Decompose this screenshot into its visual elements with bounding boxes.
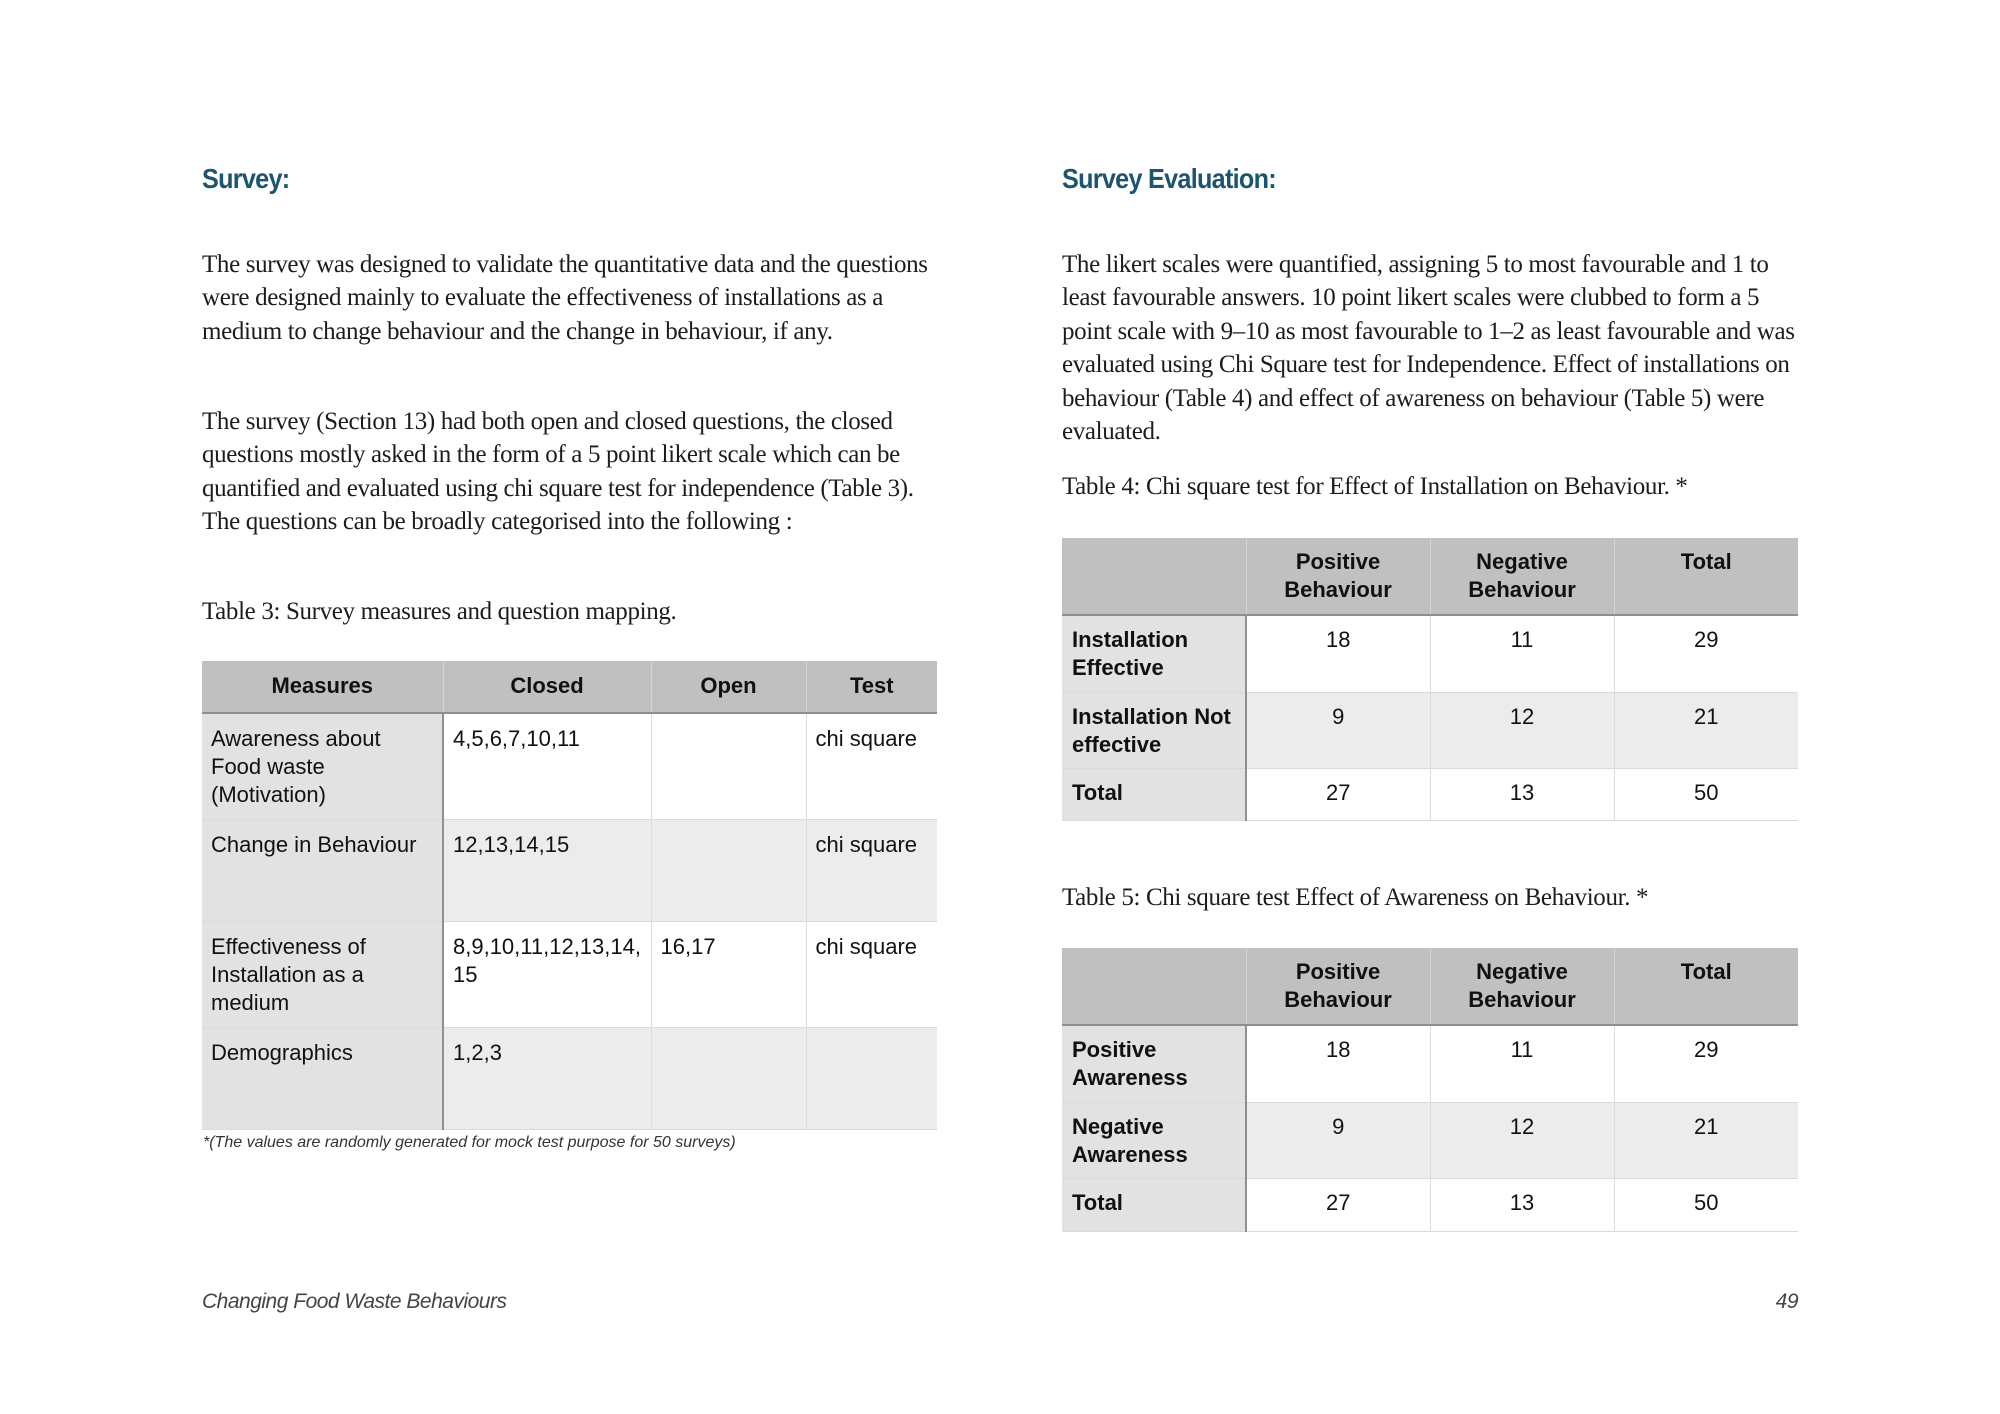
value-cell: 12 <box>1430 1102 1614 1178</box>
closed-cell: 1,2,3 <box>443 1027 651 1129</box>
table-row <box>1062 1178 1798 1231</box>
header-negative-behaviour: Negative Behaviour <box>1430 538 1614 615</box>
value-cell: 50 <box>1614 1178 1798 1231</box>
value-cell: 21 <box>1614 692 1798 768</box>
section-heading-survey: Survey: <box>202 163 290 194</box>
measure-cell: Demographics <box>202 1027 443 1129</box>
header-positive-behaviour: Positive Behaviour <box>1246 538 1430 615</box>
measure-cell: Change in Behaviour <box>202 819 443 921</box>
value-cell: 11 <box>1430 1025 1614 1102</box>
value-cell: 9 <box>1246 692 1430 768</box>
survey-paragraph-1: The survey was designed to validate the quantitative data and the questions were designed mainly to evaluate the effectiveness of installations as a medium to change behaviour and the change in behaviour, if any. <box>202 251 928 345</box>
table-row <box>202 1027 937 1129</box>
row-label: Installation Effective <box>1062 615 1246 692</box>
header-empty <box>1062 538 1246 615</box>
page-number: 49 <box>1775 1290 1798 1313</box>
table-row <box>202 921 937 1027</box>
table4-caption: Table 4: Chi square test for Effect of Installation on Behaviour. * <box>1062 473 1688 500</box>
table-row <box>202 819 937 921</box>
test-cell <box>806 1027 937 1129</box>
row-label: Negative Awareness <box>1062 1102 1246 1178</box>
table-header-row <box>1062 948 1798 1025</box>
value-cell: 29 <box>1614 1025 1798 1102</box>
table-row <box>1062 692 1798 768</box>
row-label: Installation Not effective <box>1062 692 1246 768</box>
header-test: Test <box>806 661 937 713</box>
closed-cell: 8,9,10,11,12,13,14,15 <box>443 921 651 1027</box>
value-cell: 11 <box>1430 615 1614 692</box>
table-header-row <box>202 661 937 713</box>
value-cell: 50 <box>1614 768 1798 820</box>
closed-cell: 12,13,14,15 <box>443 819 651 921</box>
header-negative-behaviour: Negative Behaviour <box>1430 948 1614 1025</box>
header-closed: Closed <box>443 661 651 713</box>
row-label: Positive Awareness <box>1062 1025 1246 1102</box>
value-cell: 18 <box>1246 615 1430 692</box>
table3-footnote: *(The values are randomly generated for mock test purpose for 50 surveys) <box>203 1134 736 1151</box>
evaluation-paragraph: The likert scales were quantified, assigning 5 to most favourable and 1 to least favourable answers. 10 point likert scales were clubbed to form a 5 point scale with 9–10 as most favourable to 1–2 as least favourable and was evaluated using Chi Square test for Independence. Effect of installations on behaviour (Table 4) and effect of awareness on behaviour (Table 5) were evaluated. <box>1062 251 1795 446</box>
value-cell: 12 <box>1430 692 1614 768</box>
table5-caption: Table 5: Chi square test Effect of Awareness on Behaviour. * <box>1062 884 1649 911</box>
open-cell <box>651 1027 806 1129</box>
header-open: Open <box>651 661 806 713</box>
table-row <box>202 713 937 819</box>
table-awareness-behaviour <box>1062 948 1798 1232</box>
table3-caption: Table 3: Survey measures and question mapping. <box>202 598 677 625</box>
survey-paragraph-2: The survey (Section 13) had both open and closed questions, the closed questions mostly asked in the form of a 5 point likert scale which can be quantified and evaluated using chi square test for independence (Table 3). The questions can be broadly categorised into the following : <box>202 408 914 536</box>
test-cell: chi square <box>806 713 937 819</box>
table-survey-measures <box>202 661 937 1130</box>
value-cell: 27 <box>1246 1178 1430 1231</box>
value-cell: 27 <box>1246 768 1430 820</box>
section-heading-survey-evaluation: Survey Evaluation: <box>1062 163 1276 194</box>
table-header-row <box>1062 538 1798 615</box>
test-cell: chi square <box>806 921 937 1027</box>
header-positive-behaviour: Positive Behaviour <box>1246 948 1430 1025</box>
value-cell: 29 <box>1614 615 1798 692</box>
value-cell: 13 <box>1430 768 1614 820</box>
open-cell <box>651 713 806 819</box>
value-cell: 9 <box>1246 1102 1430 1178</box>
running-footer-title: Changing Food Waste Behaviours <box>202 1290 507 1313</box>
value-cell: 13 <box>1430 1178 1614 1231</box>
table-row <box>1062 615 1798 692</box>
header-empty <box>1062 948 1246 1025</box>
test-cell: chi square <box>806 819 937 921</box>
row-label: Total <box>1062 1178 1246 1231</box>
measure-cell: Effectiveness of Installation as a medium <box>202 921 443 1027</box>
header-total: Total <box>1614 538 1798 615</box>
measure-cell: Awareness about Food waste (Motivation) <box>202 713 443 819</box>
open-cell <box>651 819 806 921</box>
open-cell: 16,17 <box>651 921 806 1027</box>
table-row <box>1062 1102 1798 1178</box>
row-label: Total <box>1062 768 1246 820</box>
closed-cell: 4,5,6,7,10,11 <box>443 713 651 819</box>
table-installation-behaviour <box>1062 538 1798 821</box>
value-cell: 21 <box>1614 1102 1798 1178</box>
table-row <box>1062 768 1798 820</box>
table-row <box>1062 1025 1798 1102</box>
header-total: Total <box>1614 948 1798 1025</box>
value-cell: 18 <box>1246 1025 1430 1102</box>
header-measures: Measures <box>202 661 443 713</box>
